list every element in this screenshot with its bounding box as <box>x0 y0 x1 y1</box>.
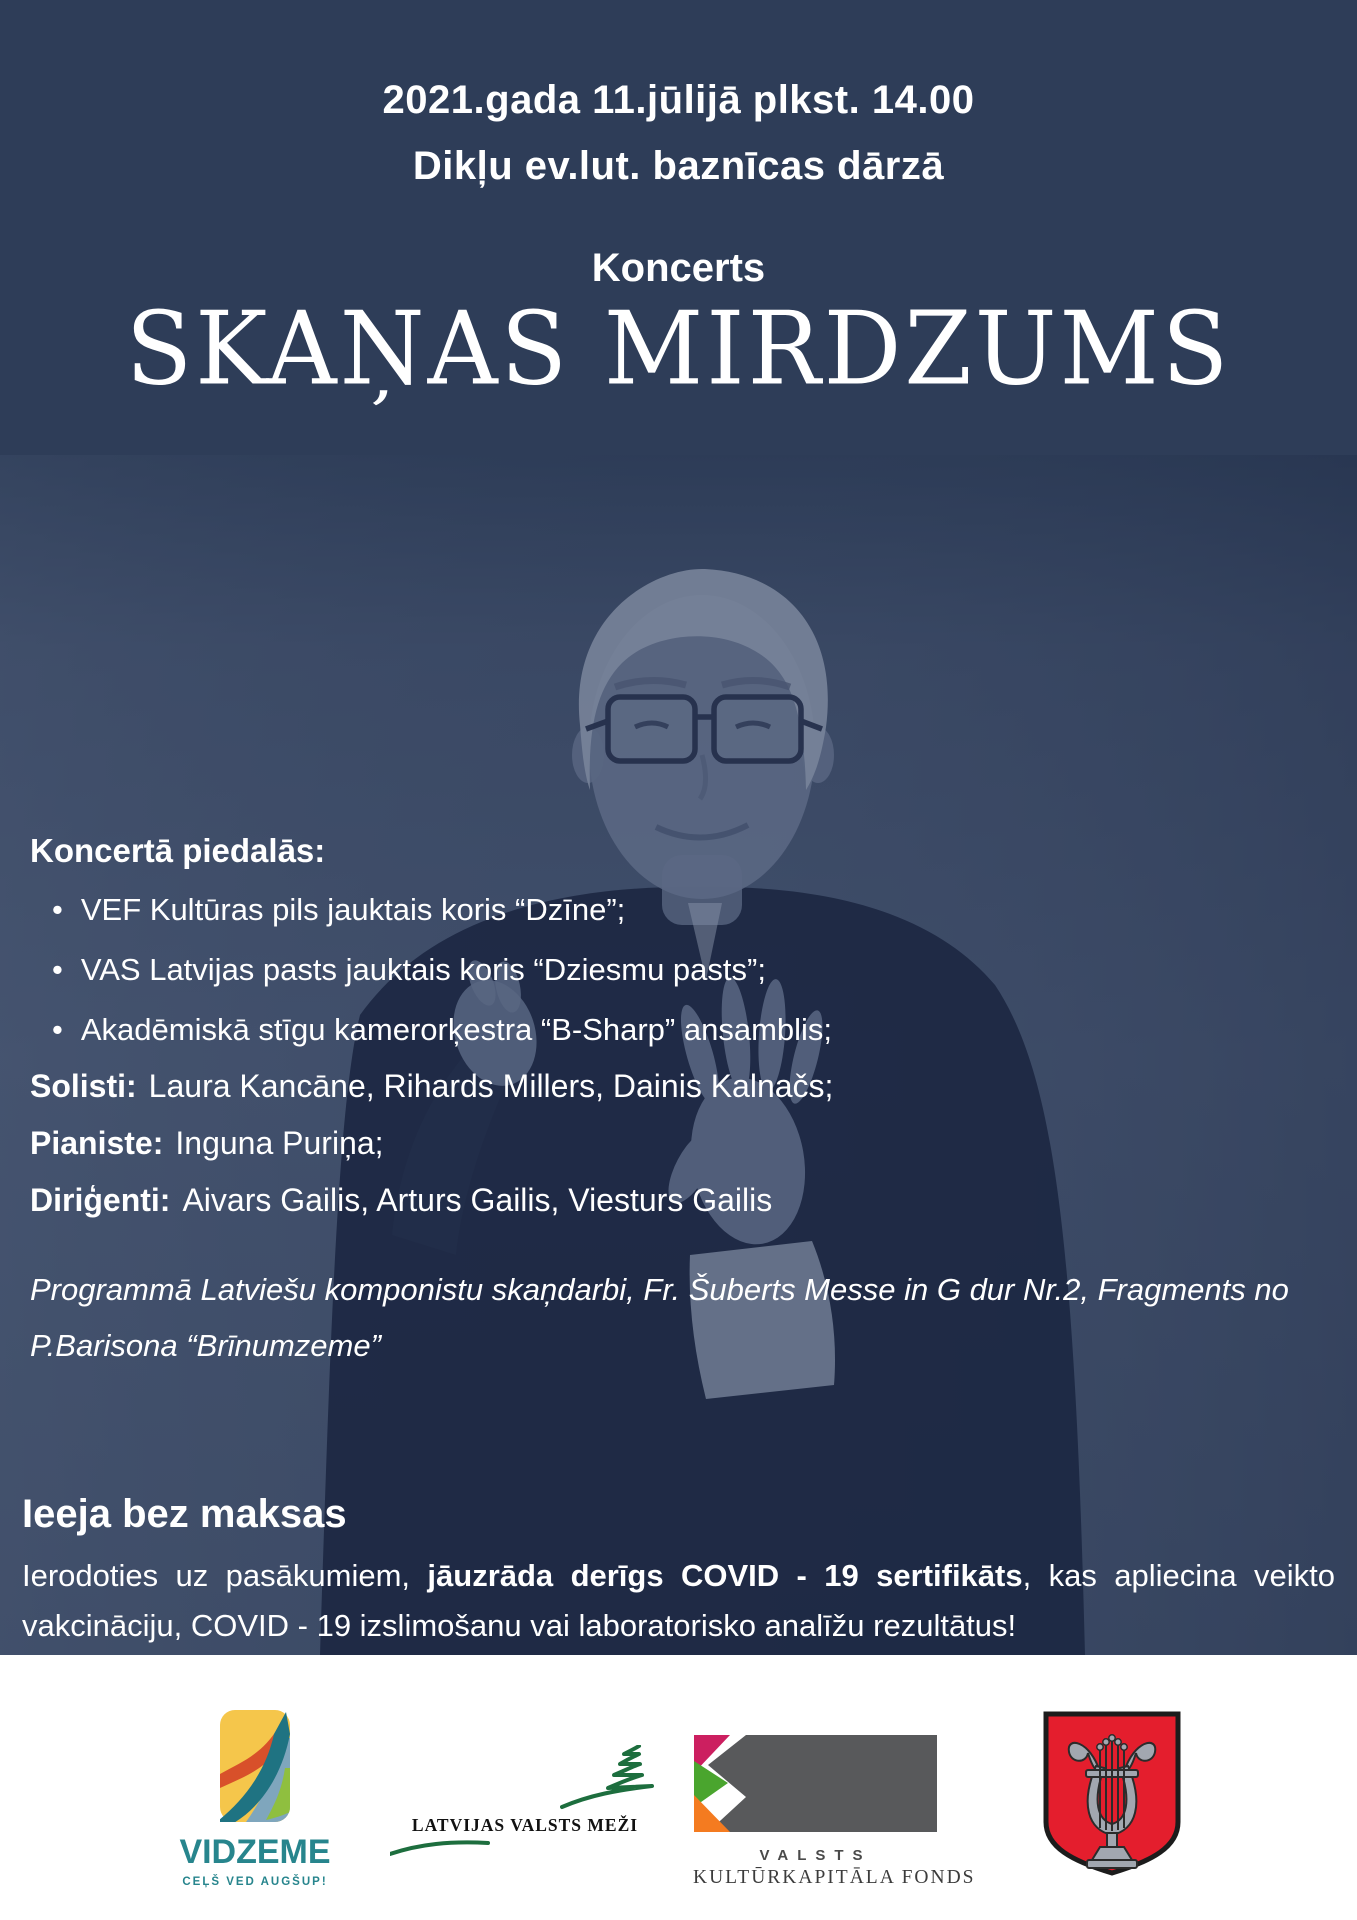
credit-line-soloists <box>30 1058 833 1115</box>
participant-name: VEF Kultūras pils jauktais koris “Dzīne”; <box>80 892 626 927</box>
bullet-icon: • <box>52 892 63 927</box>
vidzeme-logo-icon <box>220 1710 290 1822</box>
participants-heading: Koncertā piedalās: <box>30 832 326 869</box>
participant-name: Akadēmiskā stīgu kamerorķestra “B-Sharp” ansamblis; <box>80 1012 833 1047</box>
participant-name: VAS Latvijas pasts jauktais koris “Dziesmu pasts”; <box>80 952 766 987</box>
credit-value: Inguna Puriņa; <box>175 1125 384 1161</box>
event-kicker: Koncerts <box>591 246 766 290</box>
admission-section <box>22 1492 1335 1651</box>
sponsor-footer <box>0 1655 1357 1920</box>
vkkf-logo-line2: KULTŪRKAPITĀLA FONDS <box>693 1867 976 1888</box>
credit-label: Diriģenti: <box>30 1182 171 1218</box>
lvm-logo-name: LATVIJAS VALSTS MEŽI <box>411 1815 639 1835</box>
vidzeme-logo-name: VIDZEME <box>179 1833 331 1871</box>
vkkf-logo <box>693 1735 976 1889</box>
credit-label: Pianiste: <box>30 1125 164 1161</box>
credit-value: Aivars Gailis, Arturs Gailis, Viesturs Gailis <box>182 1182 773 1218</box>
vidzeme-logo-tagline: CEĻŠ VED AUGŠUP! <box>182 1876 328 1888</box>
credit-value: Laura Kancāne, Rihards Millers, Dainis Kalnačs; <box>148 1068 834 1104</box>
vidzeme-logo <box>140 1710 370 1888</box>
lyre-crest-icon <box>1042 1710 1182 1878</box>
credit-line-conductors <box>30 1172 833 1229</box>
event-title: SKAŅAS MIRDZUMS <box>125 289 1232 408</box>
vkkf-logo-icon <box>694 1735 937 1832</box>
list-item <box>30 880 832 940</box>
dikli-coat-of-arms <box>1042 1710 1182 1883</box>
fir-tree-icon <box>560 1745 655 1813</box>
list-item <box>30 1000 832 1060</box>
bullet-icon: • <box>52 1012 63 1047</box>
covid-notice <box>22 1551 1335 1651</box>
lvm-logo <box>385 1745 665 1856</box>
event-venue: Dikļu ev.lut. baznīcas dārzā <box>412 144 945 188</box>
admission-heading: Ieeja bez maksas <box>22 1492 347 1536</box>
vkkf-logo-line1: VALSTS <box>759 1847 872 1864</box>
bullet-icon: • <box>52 952 63 987</box>
swoosh-icon <box>390 1840 490 1856</box>
credit-label: Solisti: <box>30 1068 137 1104</box>
credit-line-pianist <box>30 1115 833 1172</box>
covid-notice-text: , kas apliecina veikto vakcināciju, COVID - 19 izslimošanu vai laboratorisko analīžu rezultātus! <box>22 1558 1335 1643</box>
list-item <box>30 940 832 1000</box>
covid-notice-text: Ierodoties uz pasākumiem, <box>22 1558 428 1593</box>
credits-section <box>30 1058 833 1229</box>
participants-list <box>30 880 832 1060</box>
participants-section <box>30 832 832 1060</box>
program-note: Programmā Latviešu komponistu skaņdarbi, Fr. Šuberts Messe in G dur Nr.2, Fragments no P.Barisona “Brīnumzeme” <box>30 1272 1289 1363</box>
covid-notice-bold: jāuzrāda derīgs COVID - 19 sertifikāts <box>427 1558 1023 1593</box>
event-datetime: 2021.gada 11.jūlijā plkst. 14.00 <box>382 78 975 122</box>
